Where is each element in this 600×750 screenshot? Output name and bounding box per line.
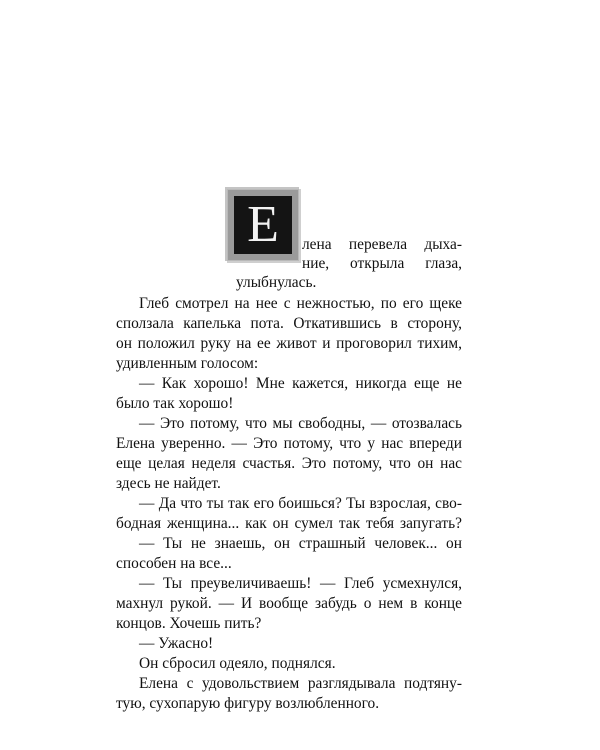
- text-line: способен на все...: [116, 555, 232, 572]
- text-line: Глеб смотрел на нее с нежностью, по его щеке: [139, 295, 462, 312]
- text-line: здесь не найдет.: [116, 475, 221, 492]
- text-line: было так хорошо!: [116, 395, 234, 412]
- text-line: ние, открыла глаза,: [302, 255, 462, 272]
- text-line: — Да что ты так его боишься? Ты взрослая, сво-: [139, 495, 462, 512]
- text-line: — Ты преувеличиваешь! — Глеб усмехнулся,: [139, 575, 462, 592]
- text-line: удивленным голосом:: [116, 355, 259, 372]
- text-line: — Как хорошо! Мне кажется, никогда еще не: [139, 375, 462, 392]
- text-line: Елена с удовольствием разглядывала подтяну-: [139, 675, 462, 692]
- text-line: он положил руку на ее живот и проговорил тихим,: [116, 335, 462, 352]
- text-line: — Это потому, что мы свободны, — отозвалась: [139, 415, 462, 432]
- text-line: улыбнулась.: [236, 274, 317, 291]
- text-line: Он сбросил одеяло, поднялся.: [139, 655, 336, 672]
- text-line: бодная женщина... как он сумел так тебя запугать?: [116, 515, 462, 532]
- text-line: тую, сухопарую фигуру возлюбленного.: [116, 695, 380, 712]
- text-line: еще целая неделя счастья. Это потому, что он нас: [116, 455, 462, 472]
- text-line: концов. Хочешь пить?: [116, 615, 262, 632]
- text-line: махнул рукой. — И вообще забудь о нем в конце: [116, 595, 462, 612]
- text-line: — Ужасно!: [139, 635, 214, 652]
- text-line: лена перевела дыха-: [302, 236, 462, 253]
- text-line: Елена уверенно. — Это потому, что у нас впереди: [116, 435, 462, 452]
- text-line: сползала капелька пота. Откатившись в сторону,: [116, 315, 462, 332]
- text-line: — Ты не знаешь, он страшный человек... он: [139, 535, 462, 552]
- drop-cap-letter: Е: [234, 196, 292, 254]
- drop-cap-frame: [228, 190, 298, 260]
